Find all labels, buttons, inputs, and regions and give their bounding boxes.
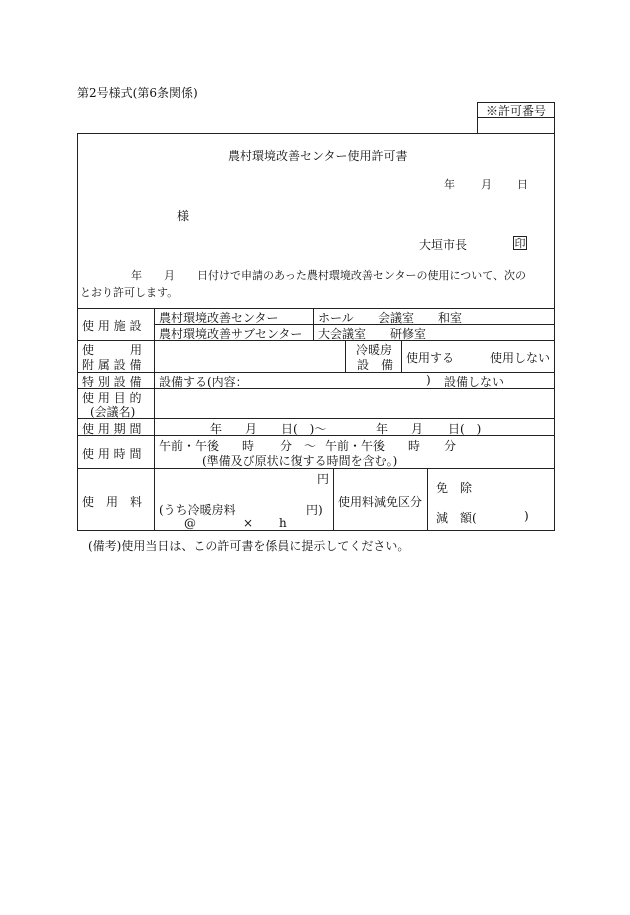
fee-yen: 円 xyxy=(317,472,330,486)
fee-heating-open: (うち冷暖房料 xyxy=(159,503,236,517)
period-from-day: 日( )〜 xyxy=(281,422,327,436)
equipment-label-bottom: 附 属 設 備 xyxy=(82,358,142,372)
period-to-day: 日( ) xyxy=(448,422,482,436)
heating-label-bottom: 設 備 xyxy=(357,358,394,372)
form-title: 農村環境改善センター使用許可書 xyxy=(228,149,408,163)
time-from-min: 分 xyxy=(280,439,293,453)
purpose-label-top: 使 用 目 的 xyxy=(82,391,142,405)
time-to-ampm: 午前・午後 xyxy=(325,439,386,453)
reduce: 減 額( xyxy=(436,511,477,525)
fee-label: 使 用 料 xyxy=(82,495,143,509)
addressee-suffix: 様 xyxy=(177,209,190,223)
room-japanese: 和室 xyxy=(438,311,463,325)
seal-icon: 印 xyxy=(514,237,526,250)
exempt: 免 除 xyxy=(436,481,473,495)
permit-number-label: ※許可番号 xyxy=(486,104,547,118)
room-meeting: 会議室 xyxy=(378,311,415,325)
time-range-sep: 〜 xyxy=(304,439,317,453)
time-from-ampm: 午前・午後 xyxy=(159,439,220,453)
facility-center: 農村環境改善センター xyxy=(159,311,279,325)
reduce-close: ) xyxy=(524,509,529,523)
date-year: 年 xyxy=(444,178,455,191)
heating-label-top: 冷暖房 xyxy=(356,343,393,357)
period-to-month: 月 xyxy=(411,422,424,436)
special-label: 特 別 設 備 xyxy=(82,375,142,389)
fee-at: @ xyxy=(184,516,196,530)
heating-no-use: 使用しない xyxy=(490,351,551,365)
remarks-note: (備考)使用当日は、この許可書を係員に提示してください。 xyxy=(88,539,410,553)
fee-hour: h xyxy=(279,516,287,530)
period-from-year: 年 xyxy=(210,422,223,436)
intro-line-2: とおり許可します。 xyxy=(80,286,179,299)
special-no: 設備しない xyxy=(444,375,505,389)
date-day: 日 xyxy=(517,178,528,191)
form-number: 第2号様式(第6条関係) xyxy=(77,86,198,100)
date-month: 月 xyxy=(481,178,492,191)
room-large-meeting: 大会議室 xyxy=(318,327,367,341)
facility-label: 使 用 施 設 xyxy=(82,319,142,333)
special-yes: 設備する(内容： xyxy=(159,375,248,389)
period-to-year: 年 xyxy=(376,422,389,436)
period-label: 使 用 期 間 xyxy=(82,422,142,436)
issuer: 大垣市長 xyxy=(419,238,468,252)
permit-form xyxy=(77,133,555,531)
purpose-label-bottom: (会議名) xyxy=(90,405,136,419)
special-close-paren: ) xyxy=(426,373,431,387)
intro-line-1: 年 月 日付けで申請のあった農村環境改善センターの使用について、次の xyxy=(131,269,527,282)
time-note: (準備及び原状に復する時間を含む。) xyxy=(202,454,398,468)
room-training: 研修室 xyxy=(390,327,427,341)
reduction-label: 使用料減免区分 xyxy=(338,495,423,509)
equipment-label-top: 使 用 xyxy=(82,343,143,357)
time-from-hour: 時 xyxy=(242,439,255,453)
room-hall: ホール xyxy=(318,311,354,325)
time-label: 使 用 時 間 xyxy=(82,447,142,461)
fee-heating-yen: 円) xyxy=(306,503,323,517)
time-to-hour: 時 xyxy=(408,439,421,453)
facility-subcenter: 農村環境改善サブセンター xyxy=(159,327,303,341)
heating-use: 使用する xyxy=(406,351,455,365)
time-to-min: 分 xyxy=(444,439,457,453)
period-from-month: 月 xyxy=(245,422,258,436)
fee-times: × xyxy=(243,516,254,530)
